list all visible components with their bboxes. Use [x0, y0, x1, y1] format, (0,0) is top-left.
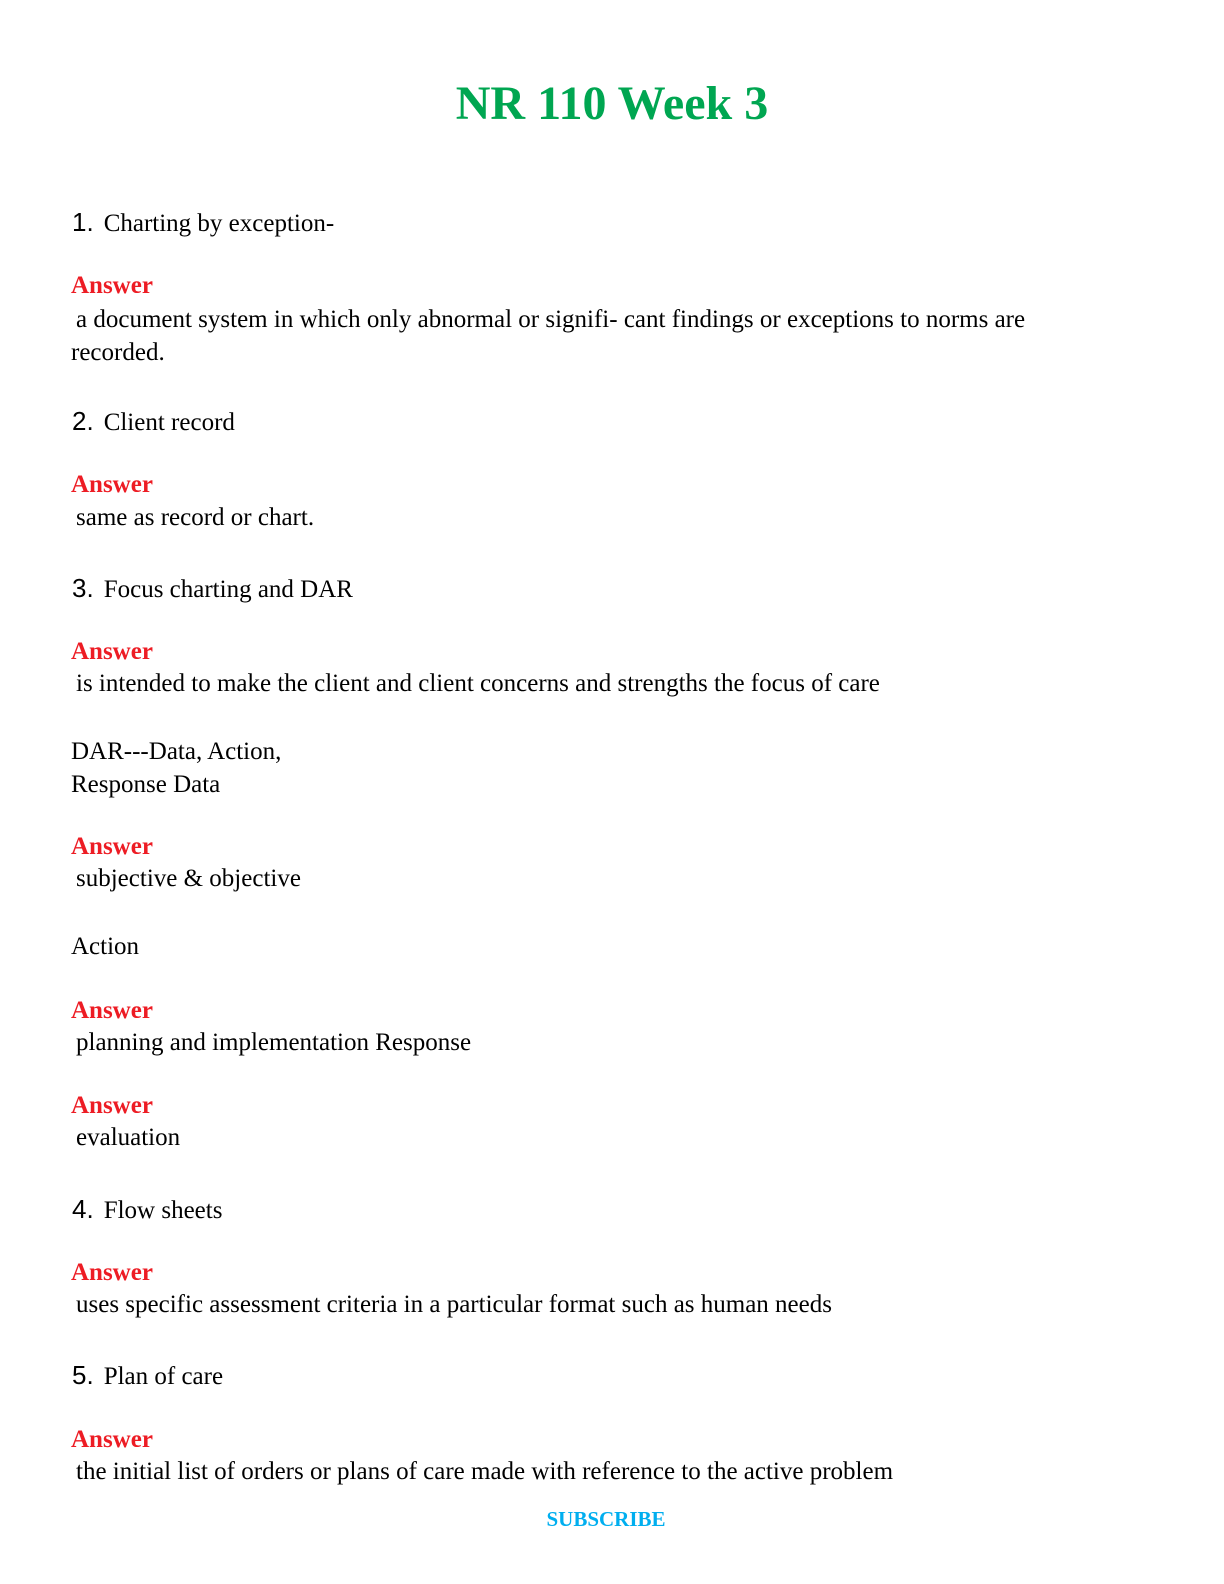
answer-text: uses specific assessment criteria in a particular format such as human needs: [76, 1291, 832, 1318]
page-title: NR 110 Week 3: [455, 77, 769, 130]
answer-text: is intended to make the client and client concerns and strengths the focus of care: [76, 670, 880, 697]
answer-label: Answer: [71, 638, 153, 665]
question-number: 2.: [72, 406, 94, 436]
answer-label: Answer: [71, 471, 153, 498]
subscribe-link[interactable]: SUBSCRIBE: [546, 1507, 666, 1531]
question-text: Client record: [103, 409, 235, 436]
question-5: [72, 1359, 223, 1393]
question-number: 3.: [72, 573, 94, 603]
answer-label: Answer: [71, 1092, 153, 1119]
question-3: [72, 572, 353, 606]
question-4: [72, 1193, 222, 1227]
answer-text: a document system in which only abnormal or signifi- cant findings or exceptions to norms are recorded.: [71, 306, 1026, 366]
question-text: Flow sheets: [103, 1197, 223, 1224]
answer-text: planning and implementation Response: [76, 1029, 472, 1056]
question-2: [72, 405, 235, 439]
question-text: Charting by exception-: [103, 210, 335, 237]
question-number: 4.: [72, 1194, 94, 1224]
answer-label: Answer: [71, 833, 153, 860]
answer-text: evaluation: [76, 1124, 181, 1151]
question-text: Plan of care: [103, 1363, 224, 1390]
question-1: [72, 206, 334, 240]
answer-text: same as record or chart.: [76, 504, 315, 531]
question-number: 1.: [72, 207, 94, 237]
answer-label: Answer: [71, 272, 153, 299]
answer-text: subjective & objective: [76, 865, 301, 892]
answer-label: Answer: [71, 1259, 153, 1286]
question-text: Focus charting and DAR: [103, 576, 353, 603]
sub-question-action: Action: [71, 933, 140, 960]
sub-question-dar-line2: Response Data: [71, 771, 221, 798]
answer-label: Answer: [71, 997, 153, 1024]
question-number: 5.: [72, 1360, 94, 1390]
answer-label: Answer: [71, 1426, 153, 1453]
sub-question-dar: DAR---Data, Action,: [71, 738, 282, 765]
answer-text: the initial list of orders or plans of care made with reference to the active problem: [76, 1458, 894, 1485]
